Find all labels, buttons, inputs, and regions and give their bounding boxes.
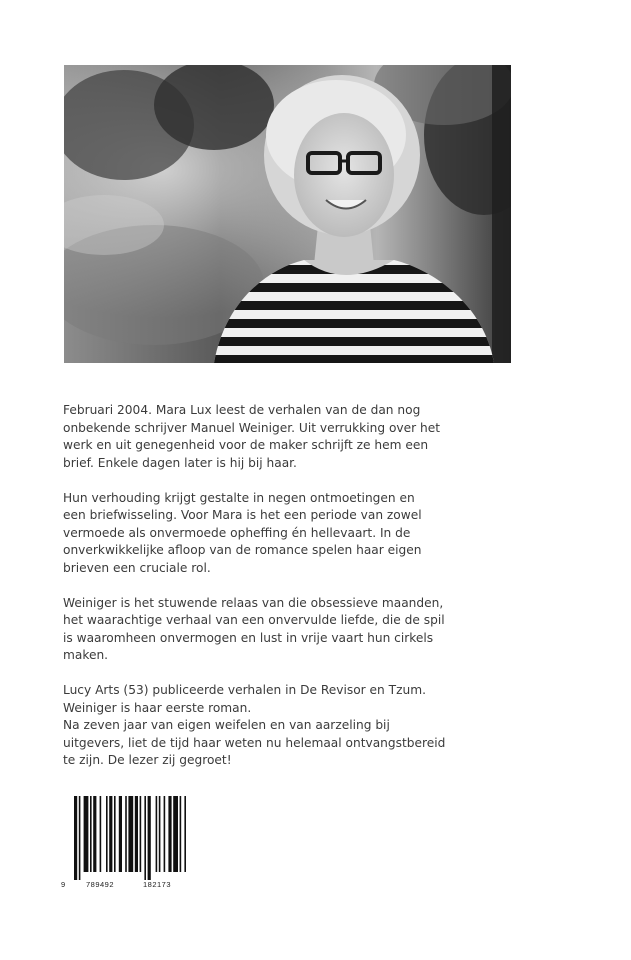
author-photo	[64, 65, 511, 363]
blurb-paragraph: Hun verhouding krijgt gestalte in negen ontmoetingen en een briefwisseling. Voor Mara is het een periode van zowel vermoede als onvermoede opheffing én hellevaart. In de onverkwikkelijke afloop van de romance spelen haar eigen brieven een cruciale rol.	[63, 490, 422, 575]
blurb-paragraph: Weiniger is het stuwende relaas van die obsessieve maanden, het waarachtige verhaal van een onvervulde liefde, die de spil is waaromheen onvermogen en lust in vrije vaart hun cirkels maken.	[63, 595, 445, 662]
blurb-paragraph: Februari 2004. Mara Lux leest de verhalen van de dan nog onbekende schrijver Manuel Weiniger. Uit verrukking over het werk en uit genegenheid voor de maker schrijft ze hem een brief. Enkele dagen later is hij bij haar.	[63, 403, 441, 470]
barcode-digit-first: 9	[61, 880, 66, 889]
barcode-digits-right: 182173	[143, 880, 172, 889]
author-bio: Lucy Arts (53) publiceerde verhalen in De Revisor en Tzum. Weiniger is haar eerste roman. Na zeven jaar van eigen weifelen en van aarzeling bij uitgevers, liet de tijd haar weten nu helemaal ontvangstbereid te zijn. De lezer zij gegroet!	[63, 683, 446, 767]
barcode-digits-left: 789492	[86, 880, 115, 889]
isbn-barcode	[60, 796, 190, 892]
blurb	[63, 402, 523, 770]
